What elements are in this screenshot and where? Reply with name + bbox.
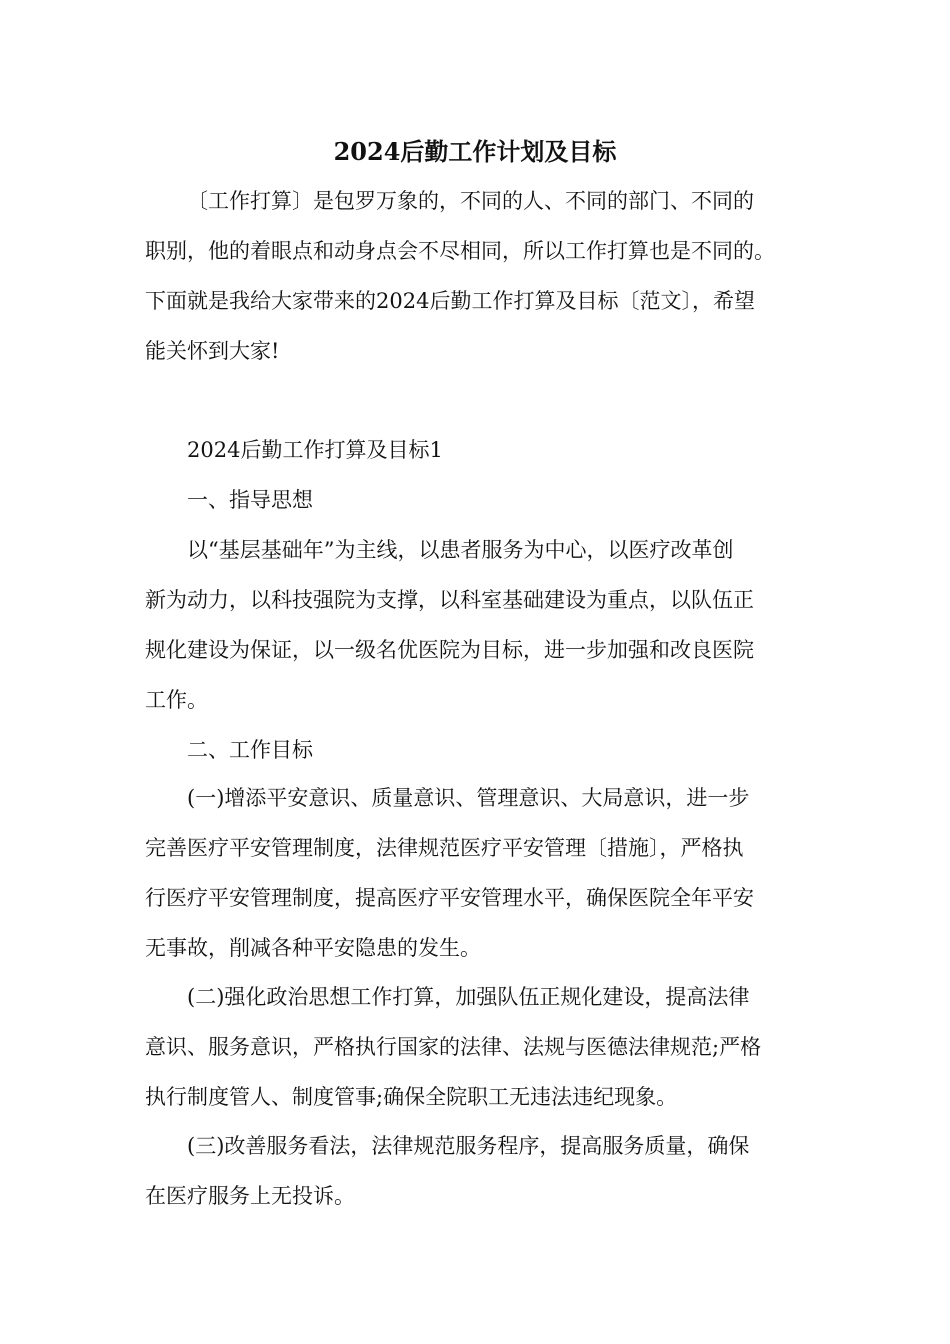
document-title: 2024后勤工作计划及目标 [333, 137, 617, 166]
goal-item-3 [145, 1121, 815, 1221]
intro-line: 能关怀到大家! [145, 339, 280, 363]
section-title-block [145, 425, 815, 525]
goal-line: 意识、服务意识，严格执行国家的法律、法规与医德法律规范;严格 [145, 1035, 762, 1059]
goal-line: (三)改善服务看法，法律规范服务程序，提高服务质量，确保 [187, 1134, 750, 1158]
heading-guiding-ideology: 一、指导思想 [187, 488, 313, 512]
goal-line: (一)增添平安意识、质量意识、管理意识、大局意识，进一步 [187, 786, 750, 810]
goal-line: (二)强化政治思想工作打算，加强队伍正规化建设，提高法律 [187, 985, 750, 1009]
paragraph-line: 工作。 [145, 688, 208, 712]
goal-line: 无事故，削减各种平安隐患的发生。 [145, 936, 481, 960]
intro-line: 下面就是我给大家带来的2024后勤工作打算及目标〔范文〕，希望 [145, 289, 755, 313]
paragraph-line: 以“基层基础年”为主线，以患者服务为中心，以医疗改革创 [187, 538, 734, 562]
intro-line: 职别，他的着眼点和动身点会不尽相同，所以工作打算也是不同的。 [145, 239, 775, 263]
intro-paragraph [145, 176, 815, 376]
paragraph-line: 新为动力，以科技强院为支撑，以科室基础建设为重点，以队伍正 [145, 588, 754, 612]
goal-line: 执行制度管人、制度管事;确保全院职工无违法违纪现象。 [145, 1085, 678, 1109]
goal-line: 行医疗平安管理制度，提高医疗平安管理水平，确保医院全年平安 [145, 886, 754, 910]
goal-line: 完善医疗平安管理制度，法律规范医疗平安管理〔措施〕，严格执 [145, 836, 744, 860]
goal-item-2 [145, 972, 815, 1122]
goal-item-1 [145, 773, 815, 973]
intro-line: 〔工作打算〕是包罗万象的，不同的人、不同的部门、不同的 [187, 189, 754, 213]
guiding-ideology-paragraph [145, 525, 815, 775]
paragraph-line: 规化建设为保证，以一级名优医院为目标，进一步加强和改良医院 [145, 638, 754, 662]
goal-line: 在医疗服务上无投诉。 [145, 1184, 355, 1208]
section-title: 2024后勤工作打算及目标1 [187, 438, 443, 462]
heading-work-goals: 二、工作目标 [187, 738, 313, 762]
